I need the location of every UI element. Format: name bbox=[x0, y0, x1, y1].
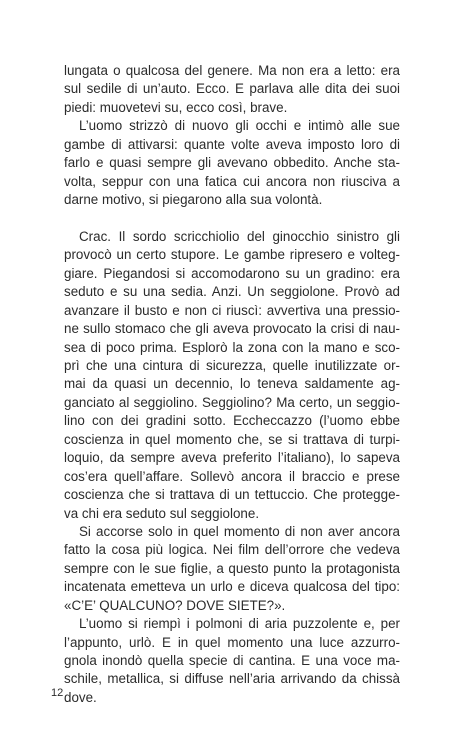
text-line: avanzare il busto e non ci riuscì: avvertiva una pressio- bbox=[64, 302, 400, 318]
text-line: Si accorse solo in quel momento di non aver ancora bbox=[79, 523, 400, 539]
text-line: ganciato al seggiolino. Seggiolino? Ma certo, un seggio- bbox=[64, 394, 400, 410]
text-line: cos’era quell’affare. Sollevò ancora il braccio e prese bbox=[64, 468, 400, 484]
text-line: piedi: muovetevi su, ecco così, brave. bbox=[64, 99, 288, 115]
text-line: L’uomo strizzò di nuovo gli occhi e intimò alle sue bbox=[79, 118, 400, 134]
text-line: «C’E’ QUALCUNO? DOVE SIETE?». bbox=[64, 597, 286, 613]
text-line: schile, metallica, si diffuse nell’aria arrivando da chissà bbox=[64, 671, 400, 687]
text-line: incatenata emetteva un urlo e diceva qualcosa del tipo: bbox=[64, 579, 400, 595]
text-line: lungata o qualcosa del genere. Ma non era a letto: era bbox=[64, 63, 400, 78]
text-line: mai da quasi un decennio, lo teneva saldamente ag- bbox=[64, 376, 400, 392]
body-text bbox=[64, 62, 400, 707]
text-line: loquio, da sempre aveva preferito l’italiano), lo sapeva bbox=[64, 450, 400, 466]
text-line: sempre con le sue figlie, a questo punto la protagonista bbox=[64, 560, 400, 576]
text-line: Crac. Il sordo scricchiolio del ginocchio sinistro gli bbox=[79, 228, 400, 244]
text-line: seduto e su una sedia. Anzi. Un seggiolone. Provò ad bbox=[64, 284, 400, 300]
text-line: dove. bbox=[64, 689, 97, 705]
page-number: 12 bbox=[51, 687, 64, 699]
text-line: fatto la cosa più logica. Nei film dell’orrore che vedeva bbox=[64, 542, 400, 558]
text-line: gnola inondò quella specie di cantina. E una voce ma- bbox=[64, 653, 400, 668]
text-line: darne motivo, si piegarono alla sua volontà. bbox=[64, 192, 323, 208]
text-line: prì che una cintura di sicurezza, quelle inutilizzate or- bbox=[64, 358, 400, 373]
text-line: sul sedile di un’auto. Ecco. E parlava alle dita dei suoi bbox=[64, 81, 400, 97]
text-line: volta, seppur con una fatica cui ancora non riusciva a bbox=[64, 173, 400, 189]
text-line: sea di poco prima. Esplorò la zona con la mano e sco- bbox=[64, 339, 400, 355]
text-line: coscienza che si trattava di un tettuccio. Che protegge- bbox=[64, 487, 400, 503]
text-line: giare. Piegandosi si accomodarono su un gradino: era bbox=[64, 265, 400, 281]
text-line: provocò un certo stupore. Le gambe ripresero e volteg- bbox=[64, 247, 400, 263]
text-line: coscienza in quel momento che, se si trattava di turpi- bbox=[64, 431, 400, 447]
text-line: ne sullo stomaco che gli aveva provocato la crisi di nau- bbox=[64, 321, 400, 337]
text-line: lino con dei gradini sotto. Eccheccazzo (l’uomo ebbe bbox=[64, 413, 400, 429]
text-line: l’appunto, urlò. E in quel momento una luce azzurro- bbox=[64, 634, 400, 650]
text-line: farlo e quasi sempre gli avevano obbedito. Anche sta- bbox=[64, 155, 400, 171]
text-line: va chi era seduto sul seggiolone. bbox=[64, 505, 260, 521]
section-break bbox=[64, 210, 400, 228]
text-line: L’uomo si riempì i polmoni di aria puzzolente e, per bbox=[79, 616, 400, 632]
text-line: gambe di attivarsi: quante volte aveva imposto loro di bbox=[64, 136, 400, 152]
